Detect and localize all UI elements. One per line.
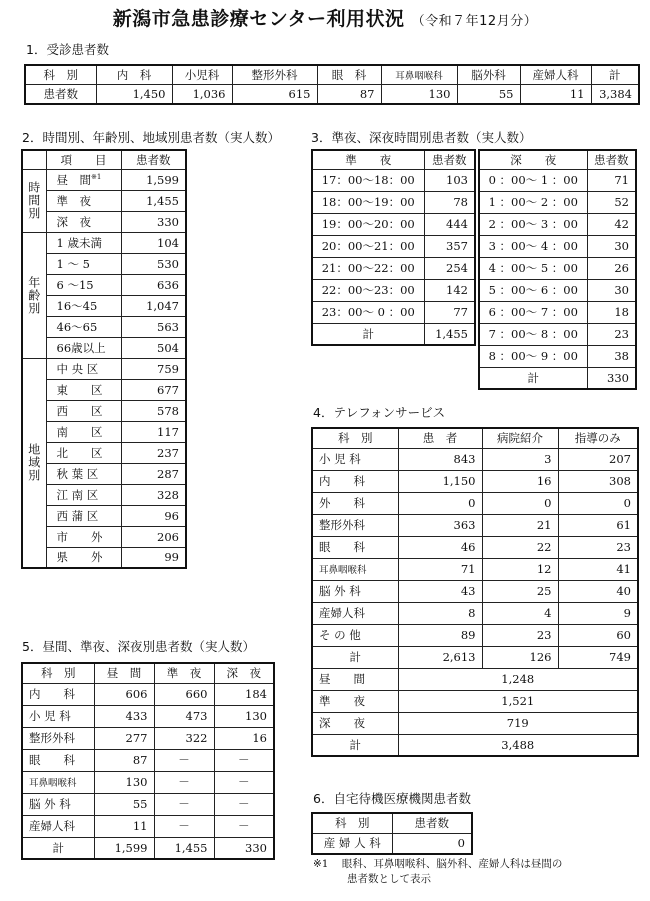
item-cell: 1 歳未満	[46, 232, 121, 253]
time-value: 1,521	[398, 690, 638, 712]
table-row	[479, 279, 636, 301]
count-cell: 328	[121, 484, 186, 505]
count-cell: 30	[587, 279, 636, 301]
total-value: 330	[214, 837, 274, 859]
time-header: 準 夜	[312, 150, 424, 169]
value-cell: －	[214, 749, 274, 771]
title-period: （令和７年12月分）	[411, 14, 538, 29]
breakdown-table	[21, 149, 187, 569]
header-row	[25, 65, 639, 84]
standby-table	[311, 812, 473, 855]
header-cell: 科 別	[22, 663, 94, 683]
value-cell: 23	[558, 536, 638, 558]
header-cell: 科 別	[25, 65, 96, 84]
item-cell: 江 南 区	[46, 484, 121, 505]
value-cell: 46	[398, 536, 482, 558]
header-cell: 内 科	[96, 65, 172, 84]
count-cell: 677	[121, 379, 186, 400]
value-cell: 87	[317, 84, 381, 104]
outpatient-table	[24, 64, 640, 105]
table-row	[22, 169, 186, 190]
table-row	[22, 421, 186, 442]
table-row	[22, 505, 186, 526]
table-row	[22, 316, 186, 337]
time-cell: 22：00～23：00	[312, 279, 424, 301]
dept-cell: 整形外科	[22, 727, 94, 749]
count-cell: 254	[424, 257, 475, 279]
header-cell: 整形外科	[232, 65, 317, 84]
item-cell	[46, 169, 121, 190]
value-cell: 0	[398, 492, 482, 514]
table-row	[312, 580, 638, 602]
time-label: 準 夜	[312, 690, 398, 712]
table-row	[22, 295, 186, 316]
count-cell: 103	[424, 169, 475, 191]
dept-cell: 小 児 科	[22, 705, 94, 727]
table-row	[312, 257, 475, 279]
group-label: 時間別	[22, 169, 46, 232]
value-cell: 0	[392, 833, 472, 854]
dept-cell: 眼 科	[312, 536, 398, 558]
header-cell: 産婦人科	[520, 65, 591, 84]
table-row	[22, 358, 186, 379]
item-cell: 深 夜	[46, 211, 121, 232]
time-cell: 17：00～18：00	[312, 169, 424, 191]
value-cell: 55	[457, 84, 520, 104]
count-cell: 52	[587, 191, 636, 213]
value-cell: 12	[482, 558, 558, 580]
dept-cell: 内 科	[312, 470, 398, 492]
value-cell: 11	[94, 815, 154, 837]
item-cell: 西 区	[46, 400, 121, 421]
dept-cell: そ の 他	[312, 624, 398, 646]
header-cell: 患 者	[398, 428, 482, 448]
time-cell: 6 ：00～ 7 ：00	[479, 301, 587, 323]
time-cell: 23：00～ 0 ：00	[312, 301, 424, 323]
table-row	[22, 379, 186, 400]
total-value: 330	[587, 367, 636, 389]
group-label: 地域別	[22, 358, 46, 568]
value-cell: －	[154, 749, 214, 771]
value-cell: 308	[558, 470, 638, 492]
header-cell: 脳外科	[457, 65, 520, 84]
row-label: 患者数	[25, 84, 96, 104]
value-cell: 55	[94, 793, 154, 815]
value-cell: 23	[482, 624, 558, 646]
table-row	[22, 727, 274, 749]
time-row	[312, 712, 638, 734]
value-cell: 1,450	[96, 84, 172, 104]
item-cell: 東 区	[46, 379, 121, 400]
value-cell: 16	[214, 727, 274, 749]
count-cell: 104	[121, 232, 186, 253]
section1-heading: 1．受診患者数	[26, 42, 109, 57]
header-row	[22, 663, 274, 683]
telephone-table	[311, 427, 639, 757]
value-cell: 61	[558, 514, 638, 536]
header-row	[479, 150, 636, 169]
value-cell: 3	[482, 448, 558, 470]
table-row	[312, 624, 638, 646]
total-label: 計	[22, 837, 94, 859]
time-cell: 20：00～21：00	[312, 235, 424, 257]
value-cell: －	[214, 815, 274, 837]
value-cell: 25	[482, 580, 558, 602]
value-cell: 433	[94, 705, 154, 727]
table-row	[479, 191, 636, 213]
table-row	[479, 169, 636, 191]
count-cell: 38	[587, 345, 636, 367]
value-cell: 21	[482, 514, 558, 536]
shift-table	[21, 662, 275, 860]
total-row	[479, 367, 636, 389]
table-row	[312, 235, 475, 257]
table-row	[312, 448, 638, 470]
count-cell: 563	[121, 316, 186, 337]
table-row	[22, 400, 186, 421]
value-cell: －	[214, 771, 274, 793]
count-cell: 71	[587, 169, 636, 191]
item-text: 昼 間	[56, 172, 91, 187]
item-cell: 西 蒲 区	[46, 505, 121, 526]
dept-cell: 耳鼻咽喉科	[22, 771, 94, 793]
count-cell: 206	[121, 526, 186, 547]
item-cell: 市 外	[46, 526, 121, 547]
footnote-line1: 眼科、耳鼻咽喉科、脳外科、産婦人科は昼間の	[341, 858, 563, 870]
header-cell: 科 別	[312, 428, 398, 448]
value-cell: 277	[94, 727, 154, 749]
table-row	[479, 301, 636, 323]
table-row	[22, 547, 186, 568]
section2-heading: 2．時間別、年齢別、地域別患者数（実人数）	[22, 130, 280, 145]
item-cell: 66歳以上	[46, 337, 121, 358]
time-value: 1,248	[398, 668, 638, 690]
time-row	[312, 668, 638, 690]
header-cell: 準 夜	[154, 663, 214, 683]
time-cell: 21：00～22：00	[312, 257, 424, 279]
value-cell: 89	[398, 624, 482, 646]
value-cell: 71	[398, 558, 482, 580]
table-row	[22, 484, 186, 505]
table-row	[22, 337, 186, 358]
count-cell: 96	[121, 505, 186, 526]
table-row	[22, 705, 274, 727]
table-row	[312, 536, 638, 558]
total-value: 749	[558, 646, 638, 668]
time-row	[312, 690, 638, 712]
section5-heading: 5．昼間、準夜、深夜別患者数（実人数）	[22, 639, 255, 654]
count-cell: 23	[587, 323, 636, 345]
time-cell: 1 ：00～ 2 ：00	[479, 191, 587, 213]
value-cell: 615	[232, 84, 317, 104]
value-cell: 130	[94, 771, 154, 793]
table-row	[312, 514, 638, 536]
total-value: 1,455	[154, 837, 214, 859]
value-cell: 87	[94, 749, 154, 771]
item-cell: 秋 葉 区	[46, 463, 121, 484]
item-cell: 1 ～ 5	[46, 253, 121, 274]
data-row	[25, 84, 639, 104]
time-cell: 7 ：00～ 8 ：00	[479, 323, 587, 345]
value-cell: 473	[154, 705, 214, 727]
time-label: 計	[312, 734, 398, 756]
count-cell: 77	[424, 301, 475, 323]
item-cell: 6 ～15	[46, 274, 121, 295]
value-cell: 130	[381, 84, 457, 104]
table-row	[22, 190, 186, 211]
section3-heading: 3．準夜、深夜時間別患者数（実人数）	[311, 130, 532, 145]
table-row	[312, 492, 638, 514]
dept-cell: 内 科	[22, 683, 94, 705]
item-cell: 北 区	[46, 442, 121, 463]
header-row	[312, 428, 638, 448]
value-cell: 1,150	[398, 470, 482, 492]
time-cell: 0 ：00～ 1 ：00	[479, 169, 587, 191]
section4-heading: 4．テレフォンサービス	[313, 405, 446, 420]
footnote-mark: ※1	[313, 858, 329, 870]
footnote-line2: 患者数として表示	[347, 873, 431, 885]
total-label: 計	[312, 323, 424, 345]
table-row	[312, 301, 475, 323]
value-cell: 207	[558, 448, 638, 470]
footnote	[313, 857, 562, 887]
header-row	[312, 150, 475, 169]
header-item: 項 目	[46, 150, 121, 169]
table-row	[22, 683, 274, 705]
dept-cell: 耳鼻咽喉科	[312, 558, 398, 580]
dept-cell: 眼 科	[22, 749, 94, 771]
count-cell: 42	[587, 213, 636, 235]
note-mark: ※1	[91, 172, 102, 181]
total-value: 126	[482, 646, 558, 668]
header-cell: 患者数	[392, 813, 472, 833]
value-cell: 660	[154, 683, 214, 705]
item-cell: 県 外	[46, 547, 121, 568]
section6-heading: 6．自宅待機医療機関患者数	[313, 791, 471, 806]
dept-cell: 産婦人科	[22, 815, 94, 837]
total-row	[312, 323, 475, 345]
table-row	[22, 211, 186, 232]
total-row	[22, 837, 274, 859]
table-row	[22, 815, 274, 837]
count-cell: 504	[121, 337, 186, 358]
time-label: 昼 間	[312, 668, 398, 690]
table-row	[479, 213, 636, 235]
corner-cell	[22, 150, 46, 169]
value-cell: 43	[398, 580, 482, 602]
value-cell: －	[154, 815, 214, 837]
count-cell: 18	[587, 301, 636, 323]
table-row	[312, 279, 475, 301]
total-row	[312, 646, 638, 668]
item-cell: 16～45	[46, 295, 121, 316]
table-row	[479, 323, 636, 345]
value-cell: 41	[558, 558, 638, 580]
total-value: 1,599	[94, 837, 154, 859]
header-cell: 耳鼻咽喉科	[381, 65, 457, 84]
table-row	[312, 558, 638, 580]
table-row	[22, 232, 186, 253]
time-cell: 5 ：00～ 6 ：00	[479, 279, 587, 301]
value-cell: －	[214, 793, 274, 815]
item-cell: 中 央 区	[46, 358, 121, 379]
header-cell: 昼 間	[94, 663, 154, 683]
table-row	[312, 470, 638, 492]
time-cell: 2 ：00～ 3 ：00	[479, 213, 587, 235]
title-text: 新潟市急患診療センター利用状況	[112, 8, 405, 30]
table-row	[479, 345, 636, 367]
table-row	[312, 169, 475, 191]
value-cell: 0	[482, 492, 558, 514]
time-cell: 18：00～19：00	[312, 191, 424, 213]
data-row	[312, 833, 472, 854]
count-cell: 1,455	[121, 190, 186, 211]
count-cell: 237	[121, 442, 186, 463]
table-row	[312, 602, 638, 624]
page-title	[0, 4, 650, 31]
value-cell: －	[154, 771, 214, 793]
time-cell: 3 ：00～ 4 ：00	[479, 235, 587, 257]
value-cell: 40	[558, 580, 638, 602]
count-cell: 142	[424, 279, 475, 301]
count-cell: 26	[587, 257, 636, 279]
time-cell: 8 ：00～ 9 ：00	[479, 345, 587, 367]
dept-cell: 脳 外 科	[312, 580, 398, 602]
table-row	[479, 257, 636, 279]
time-value: 3,488	[398, 734, 638, 756]
count-header: 患者数	[587, 150, 636, 169]
value-cell: 3,384	[591, 84, 639, 104]
value-cell: 606	[94, 683, 154, 705]
table-row	[22, 749, 274, 771]
header-count: 患者数	[121, 150, 186, 169]
count-cell: 578	[121, 400, 186, 421]
header-cell: 眼 科	[317, 65, 381, 84]
item-cell: 南 区	[46, 421, 121, 442]
value-cell: 4	[482, 602, 558, 624]
table-row	[22, 771, 274, 793]
value-cell: 1,036	[172, 84, 232, 104]
dept-cell: 小 児 科	[312, 448, 398, 470]
value-cell: 22	[482, 536, 558, 558]
count-cell: 99	[121, 547, 186, 568]
value-cell: 322	[154, 727, 214, 749]
header-row	[312, 813, 472, 833]
table-row	[312, 191, 475, 213]
value-cell: 16	[482, 470, 558, 492]
header-cell: 病院紹介	[482, 428, 558, 448]
count-cell: 1,599	[121, 169, 186, 190]
table-row	[312, 213, 475, 235]
count-cell: 444	[424, 213, 475, 235]
table-row	[22, 463, 186, 484]
count-cell: 636	[121, 274, 186, 295]
count-cell: 30	[587, 235, 636, 257]
value-cell: 60	[558, 624, 638, 646]
count-cell: 78	[424, 191, 475, 213]
header-row	[22, 150, 186, 169]
count-cell: 759	[121, 358, 186, 379]
value-cell: 0	[558, 492, 638, 514]
value-cell: －	[154, 793, 214, 815]
count-cell: 530	[121, 253, 186, 274]
total-label: 計	[312, 646, 398, 668]
header-cell: 小児科	[172, 65, 232, 84]
table-row	[22, 442, 186, 463]
item-cell: 46～65	[46, 316, 121, 337]
table-row	[479, 235, 636, 257]
table-row	[22, 253, 186, 274]
header-cell: 深 夜	[214, 663, 274, 683]
total-value: 2,613	[398, 646, 482, 668]
group-label: 年齢別	[22, 232, 46, 358]
shinya-table	[478, 149, 637, 390]
dept-cell: 外 科	[312, 492, 398, 514]
time-header: 深 夜	[479, 150, 587, 169]
value-cell: 11	[520, 84, 591, 104]
table-row	[22, 793, 274, 815]
table-row	[22, 526, 186, 547]
count-cell: 117	[121, 421, 186, 442]
value-cell: 130	[214, 705, 274, 727]
count-cell: 357	[424, 235, 475, 257]
header-cell: 指導のみ	[558, 428, 638, 448]
total-value: 1,455	[424, 323, 475, 345]
value-cell: 363	[398, 514, 482, 536]
time-cell: 19：00～20：00	[312, 213, 424, 235]
time-label: 深 夜	[312, 712, 398, 734]
time-cell: 4 ：00～ 5 ：00	[479, 257, 587, 279]
time-row	[312, 734, 638, 756]
value-cell: 184	[214, 683, 274, 705]
dept-cell: 整形外科	[312, 514, 398, 536]
value-cell: 8	[398, 602, 482, 624]
count-cell: 330	[121, 211, 186, 232]
count-cell: 1,047	[121, 295, 186, 316]
time-value: 719	[398, 712, 638, 734]
total-label: 計	[479, 367, 587, 389]
junya-table	[311, 149, 476, 346]
dept-cell: 産 婦 人 科	[312, 833, 392, 854]
dept-cell: 産婦人科	[312, 602, 398, 624]
item-cell: 準 夜	[46, 190, 121, 211]
count-cell: 287	[121, 463, 186, 484]
header-cell: 科 別	[312, 813, 392, 833]
count-header: 患者数	[424, 150, 475, 169]
value-cell: 9	[558, 602, 638, 624]
dept-cell: 脳 外 科	[22, 793, 94, 815]
header-cell: 計	[591, 65, 639, 84]
table-row	[22, 274, 186, 295]
value-cell: 843	[398, 448, 482, 470]
